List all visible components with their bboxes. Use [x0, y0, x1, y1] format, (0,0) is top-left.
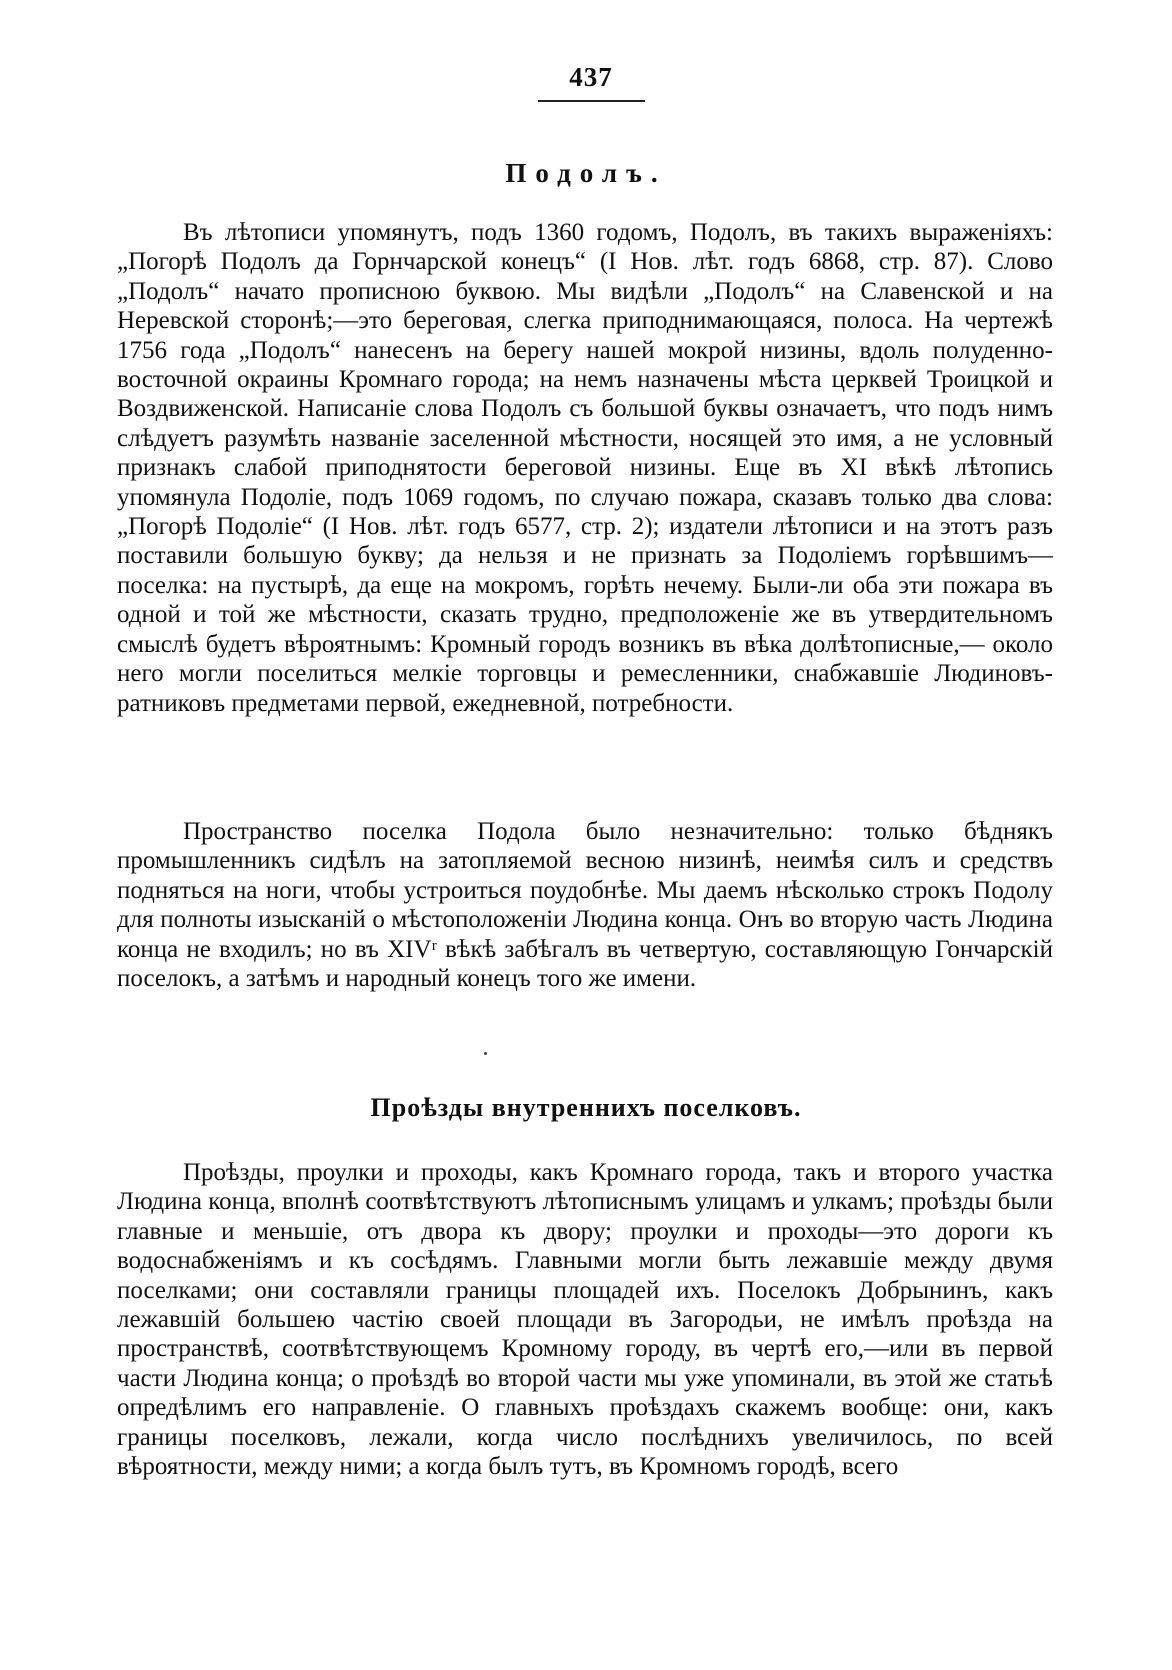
page-number-rule [538, 100, 645, 102]
section-heading-podol: Подолъ. [505, 158, 667, 188]
page-number: 437 [569, 62, 613, 92]
section-heading-proezdy: Проѣзды внутреннихъ поселковъ. [370, 1093, 802, 1122]
paragraph-podol-2: Пространство поселка Подола было незначительно: только бѣднякъ промышленникъ сидѣлъ на затопляемой весною низинѣ, неимѣя силъ и средствъ подняться на ноги, чтобы устроиться поудобнѣе. Мы даемъ нѣсколько строкъ Подолу для полноты изысканій о мѣстоположеніи Людина конца. Онъ во вторую часть Людина конца не входилъ; но въ XIVʳ вѣкѣ забѣгалъ въ четвертую, составляющую Гончарскій поселокъ, а затѣмъ и народный конецъ того же имени. [117, 818, 1053, 993]
paragraph-proezdy-1: Проѣзды, проулки и проходы, какъ Кромнаго города, такъ и второго участка Людина конца, вполнѣ соотвѣтствуютъ лѣтописнымъ улицамъ и улкамъ; проѣзды были главные и меньшіе, отъ двора къ двору; проулки и проходы—это дороги къ водоснабженіямъ и къ сосѣдямъ. Главными могли быть лежавшіе между двумя поселками; они составляли границы площадей ихъ. Поселокъ Добрынинъ, какъ лежавшій большею частію своей площади въ Загородьи, не имѣлъ проѣзда на пространствѣ, соотвѣтствующемъ Кромному городу, въ чертѣ его,—или въ первой части Людина конца; о проѣздѣ во второй части мы уже упоминали, въ этой же статьѣ опредѣлимъ его направленіе. О главныхъ проѣздахъ скажемъ вообще: они, какъ границы поселковъ, лежали, когда число послѣднихъ увеличилось, по всей вѣроятности, между ними; а когда былъ тутъ, въ Кромномъ городѣ, всего [117, 1159, 1053, 1481]
print-speck [484, 1052, 487, 1055]
paragraph-podol-1: Въ лѣтописи упомянутъ, подъ 1360 годомъ, Подолъ, въ такихъ выраженіяхъ: „Погорѣ Подолъ да Горнчарской конецъ“ (I Нов. лѣт. годъ 6868, стр. 87). Слово „Подолъ“ начато прописною буквою. Мы видѣли „Подолъ“ на Славенской и на Неревской сторонѣ;—это береговая, слегка приподнимающаяся, полоса. На чертежѣ 1756 года „Подолъ“ нанесенъ на берегу нашей мокрой низины, вдоль полуденно-восточной окраины Кромнаго города; на немъ назначены мѣста церквей Троицкой и Воздвиженской. Написаніе слова Подолъ съ большой буквы означаетъ, что подъ нимъ слѣдуетъ разумѣть названіе заселенной мѣстности, носящей это имя, а не условный признакъ слабой приподнятости береговой низины. Еще въ XI вѣкѣ лѣтопись упомянула Подоліе, подъ 1069 годомъ, по случаю пожара, сказавъ только два слова: „Погорѣ Подоліе“ (I Нов. лѣт. годъ 6577, стр. 2); издатели лѣтописи и на этотъ разъ поставили большую букву; да нельзя и не признать за Подоліемъ горѣвшимъ—поселка: на пустырѣ, да еще на мокромъ, горѣть нечему. Были-ли оба эти пожара въ одной и той же мѣстности, сказать трудно, предположеніе же въ утвердительномъ смыслѣ будетъ вѣроятнымъ: Кромный городъ возникъ въ вѣка долѣтописные,— около него могли поселиться мелкіе торговцы и ремесленники, снабжавшіе Людиновъ-ратниковъ предметами первой, ежедневной, потребности. [117, 219, 1053, 717]
